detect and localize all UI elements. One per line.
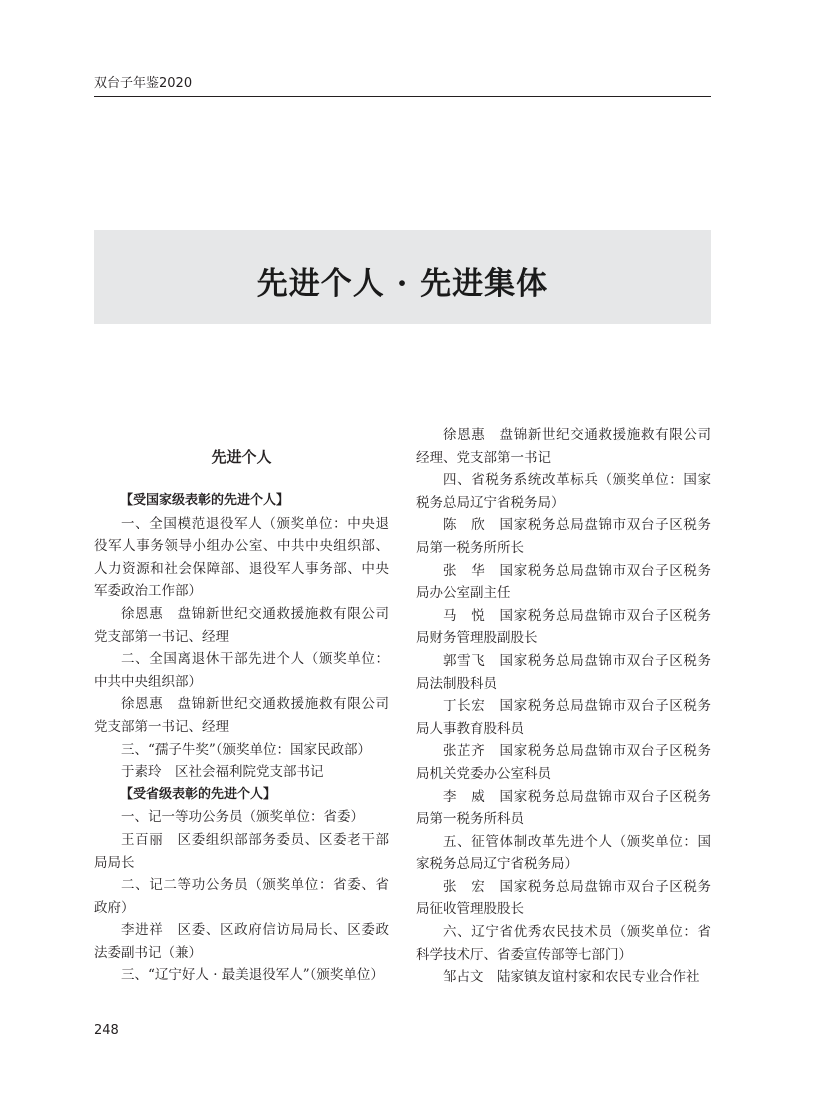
award-item: 四、省税务系统改革标兵（颁奖单位：国家税务总局辽宁省税务局） <box>416 472 711 511</box>
person-entry: 张 宏 国家税务总局盘锦市双台子区税务局征收管理股股长 <box>416 878 711 918</box>
person-entry: 徐恩惠 盘锦新世纪交通救援施救有限公司经理、党支部第一书记 <box>416 427 711 466</box>
header-rule <box>94 96 711 97</box>
person-entry: 陈 欣 国家税务总局盘锦市双台子区税务局第一税务所所长 <box>416 517 711 556</box>
person-entry: 徐恩惠 盘锦新世纪交通救援施救有限公司党支部第一书记、经理 <box>94 605 389 645</box>
award-item: 五、征管体制改革先进个人（颁奖单位：国家税务总局辽宁省税务局） <box>416 833 711 873</box>
person-entry: 邹占文 陆家镇友谊村家和农民专业合作社 <box>443 969 700 986</box>
person-entry: 丁长宏 国家税务总局盘锦市双台子区税务局人事教育股科员 <box>416 698 711 737</box>
award-item: 三、“辽宁好人 · 最美退役军人”（颁奖单位） <box>121 967 384 984</box>
person-entry: 李进祥 区委、区政府信访局局长、区委政法委副书记（兼） <box>94 922 389 961</box>
left-column <box>94 490 389 987</box>
category-heading: 【受国家级表彰的先进个人】 <box>120 493 290 508</box>
award-item: 一、全国模范退役军人（颁奖单位：中央退役军人事务领导小组办公室、中共中央组织部、人力资源和社会保障部、退役军人事务部、中央军委政治工作部） <box>94 515 389 600</box>
title-banner <box>94 230 711 324</box>
award-item: 二、记二等功公务员（颁奖单位：省委、省政府） <box>94 877 389 916</box>
award-item: 六、辽宁省优秀农民技术员（颁奖单位：省科学技术厅、省委宣传部等七部门） <box>416 924 711 963</box>
page-number: 248 <box>94 1023 119 1038</box>
running-title: 双台子年鉴2020 <box>94 76 193 91</box>
award-item: 一、记一等功公务员（颁奖单位：省委） <box>121 809 364 826</box>
section-title: 先进个人 <box>211 448 272 466</box>
award-item: 三、“孺子牛奖”（颁奖单位：国家民政部） <box>121 741 372 758</box>
person-entry: 王百丽 区委组织部部务委员、区委老干部局局长 <box>94 831 389 871</box>
person-entry: 徐恩惠 盘锦新世纪交通救援施救有限公司党支部第一书记、经理 <box>94 696 389 735</box>
category-heading: 【受省级表彰的先进个人】 <box>120 786 277 802</box>
person-entry: 张芷齐 国家税务总局盘锦市双台子区税务局机关党委办公室科员 <box>416 743 711 782</box>
person-entry: 李 威 国家税务总局盘锦市双台子区税务局第一税务所科员 <box>416 788 711 828</box>
chapter-title: 先进个人 · 先进集体 <box>256 266 549 302</box>
person-entry: 于素玲 区社会福利院党支部书记 <box>121 764 324 781</box>
person-entry: 马 悦 国家税务总局盘锦市双台子区税务局财务管理股副股长 <box>416 607 711 647</box>
person-entry: 张 华 国家税务总局盘锦市双台子区税务局办公室副主任 <box>416 562 711 602</box>
person-entry: 郭雪飞 国家税务总局盘锦市双台子区税务局法制股科员 <box>416 652 711 692</box>
award-item: 二、全国离退休干部先进个人（颁奖单位：中共中央组织部） <box>94 651 389 690</box>
right-column <box>416 424 711 989</box>
